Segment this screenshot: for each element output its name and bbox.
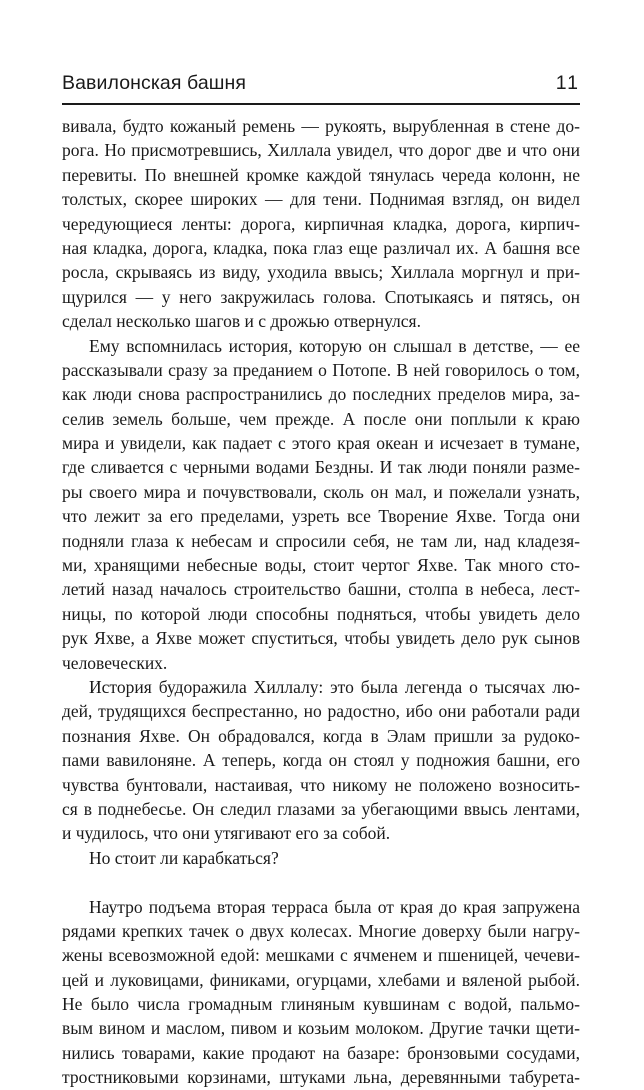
text-line: подняли глаза к небесам и спросили себя, не там ли, над кладезя- xyxy=(62,530,580,551)
text-line: как люди снова распространились до последних пределов мира, за- xyxy=(62,384,580,405)
text-line: ная кладка, дорога, кладка, пока глаз еще различал их. А башня все xyxy=(62,237,580,258)
text-line: чередующиеся ленты: дорога, кирпичная кладка, дорога, кирпич- xyxy=(62,213,580,234)
text-line: где сливается с черными водами Бездны. И так люди поняли разме- xyxy=(62,457,580,478)
running-head-title: Вавилонская башня xyxy=(62,72,247,94)
running-head xyxy=(62,72,580,95)
text-line: рядами крепких тачек о двух колесах. Многие доверху были нагру- xyxy=(62,920,580,941)
text-line: ницы, по которой люди способны подняться, чтобы увидеть дело xyxy=(62,603,580,624)
text-line: Но стоит ли карабкаться? xyxy=(89,847,279,868)
text-line: толстых, скорее широких — для тени. Поднимая взгляд, он видел xyxy=(62,189,580,210)
text-line: селив земель больше, чем прежде. А после они поплыли к краю xyxy=(62,408,580,429)
text-line: вым вином и маслом, пивом и козьим молоком. Другие тачки щети- xyxy=(62,1018,580,1039)
text-line: ры своего мира и почувствовали, сколь он мал, и пожелали узнать, xyxy=(62,481,580,502)
text-line: пами вавилоняне. А теперь, когда он стоял у подножия башни, его xyxy=(62,750,580,771)
text-line: вивала, будто кожаный ремень — рукоять, вырубленная в стене до- xyxy=(62,116,580,136)
text-line: тростниковыми корзинами, штуками льна, деревянными табурета- xyxy=(62,1067,580,1088)
text-line: дей, трудящихся беспрестанно, но радостно, ибо они работали ради xyxy=(62,701,580,722)
text-line: нились товарами, какие продают на базаре: бронзовыми сосудами, xyxy=(62,1042,580,1063)
text-line: человеческих. xyxy=(62,652,168,673)
text-line: ми, хранящими небесные воды, стоит чертог Яхве. Так много сто- xyxy=(62,555,580,576)
text-line: Не было числа громадным глиняным кувшинам с водой, пальмо- xyxy=(62,994,580,1015)
text-line: что лежит за его пределами, узреть все Творение Яхве. Тогда они xyxy=(62,506,580,527)
text-line: рассказывали сразу за преданием о Потопе. В ней говорилось о том, xyxy=(62,359,580,380)
text-line: перевиты. По внешней кромке каждой тянулась череда колонн, не xyxy=(62,164,580,185)
page-number: 11 xyxy=(555,72,580,94)
text-line: рук Яхве, а Яхве может спуститься, чтобы увидеть дело рук сынов xyxy=(62,628,580,649)
text-line: росла, скрываясь из виду, уходила ввысь; Хиллала моргнул и при- xyxy=(62,262,580,283)
section-gap xyxy=(62,870,580,894)
text-line: летий назад началось строительство башни, столпа в небеса, лест- xyxy=(62,579,580,600)
text-line: цей и луковицами, финиками, огурцами, хлебами и вяленой рыбой. xyxy=(62,969,580,990)
text-line: мира и увидели, как падает с этого края океан и исчезает в тумане, xyxy=(62,433,580,454)
text-line: История будоражила Хиллалу: это была легенда о тысячах лю- xyxy=(89,676,580,697)
text-line: рога. Но присмотревшись, Хиллала увидел, что дорог две и что они xyxy=(62,140,580,161)
text-line: Ему вспомнилась история, которую он слышал в детстве, — ее xyxy=(89,335,580,356)
text-line: и чудилось, что они утягивают его за собой. xyxy=(62,823,391,844)
text-line: сделал несколько шагов и с дрожью отвернулся. xyxy=(62,311,421,332)
text-line: ся в поднебесье. Он следил глазами за убегающими ввысь лентами, xyxy=(62,798,580,819)
text-line: познания Яхве. Он обрадовался, когда в Элам пришли за рудоко- xyxy=(62,725,580,746)
text-line: щурился — у него закружилась голова. Спотыкаясь и пятясь, он xyxy=(62,286,580,307)
text-line: Наутро подъема вторая терраса была от края до края запружена xyxy=(89,896,580,917)
text-line: жены всевозможной едой: мешками с ячменем и пшеницей, чечеви- xyxy=(62,945,580,966)
text-line: чувства бунтовали, настаивая, что никому не положено возносить- xyxy=(62,774,580,795)
body-text xyxy=(62,114,580,1090)
header-rule xyxy=(62,103,580,105)
